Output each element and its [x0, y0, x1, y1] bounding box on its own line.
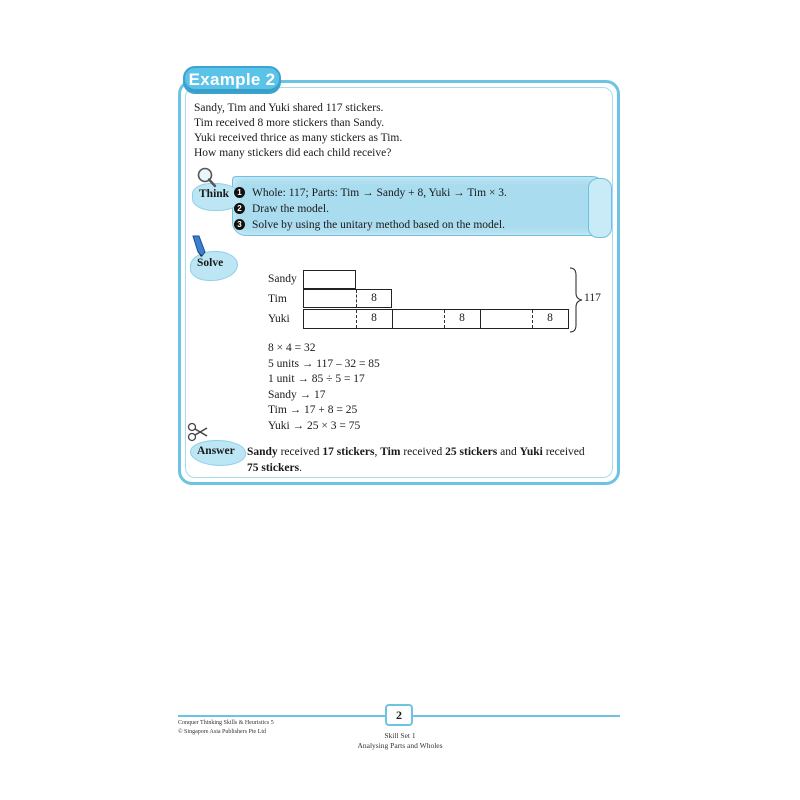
model-row-label: Tim: [268, 293, 287, 305]
yuki-bar: [303, 309, 569, 329]
solve-step: Yuki → 25 × 3 = 75: [268, 420, 361, 432]
question-line: Tim received 8 more stickers than Sandy.: [194, 117, 385, 129]
think-step: [237, 186, 507, 200]
yuki-extra-value: 8: [547, 312, 553, 324]
solve-step: Sandy → 17: [268, 389, 326, 401]
skill-title: Analysing Parts and Wholes: [357, 741, 443, 750]
page-number: 2: [385, 704, 413, 726]
copyright: © Singapore Asia Publishers Pte Ltd: [178, 729, 267, 735]
skill-set: Skill Set 1: [384, 731, 416, 740]
book-title: Conquer Thinking Skills & Heuristics 5: [178, 720, 274, 726]
pencil-icon: [189, 234, 211, 263]
question-line: Yuki received thrice as many stickers as Tim.: [194, 132, 403, 144]
model-row-label: Sandy: [268, 273, 297, 285]
question-line: Sandy, Tim and Yuki shared 117 stickers.: [194, 102, 384, 114]
scissors-icon: [186, 421, 210, 448]
solve-step: Tim → 17 + 8 = 25: [268, 404, 358, 416]
step-number: 1: [234, 187, 245, 198]
step-number: 2: [234, 203, 245, 214]
solve-step: 5 units → 117 – 32 = 85: [268, 358, 380, 370]
question-line: How many stickers did each child receive?: [194, 147, 392, 159]
solve-step: 8 × 4 = 32: [268, 342, 316, 354]
scroll-curl: [588, 178, 612, 238]
yuki-extra-value: 8: [371, 312, 377, 324]
think-step: [237, 202, 329, 216]
answer-label: Answer: [197, 445, 235, 457]
total-brace: [569, 267, 585, 338]
total-label: 117: [584, 292, 601, 304]
answer-text: Sandy received 17 stickers, Tim received 25 stickers and Yuki received 75 stickers.: [247, 446, 585, 474]
magnifier-icon: [195, 166, 217, 193]
step-number: 3: [234, 219, 245, 230]
step-text: Draw the model.: [252, 203, 329, 215]
yuki-extra-value: 8: [459, 312, 465, 324]
sandy-bar: [303, 270, 356, 289]
step-text: Whole: 117; Parts: Tim → Sandy + 8, Yuki → Tim × 3.: [252, 187, 507, 199]
think-label: Think: [199, 188, 230, 200]
example-badge: Example 2: [183, 66, 281, 94]
model-row-label: Yuki: [268, 313, 290, 325]
think-step: [237, 218, 505, 232]
solve-step: 1 unit → 85 ÷ 5 = 17: [268, 373, 365, 385]
tim-extra-value: 8: [371, 292, 377, 304]
solve-label: Solve: [197, 257, 224, 269]
step-text: Solve by using the unitary method based on the model.: [252, 219, 505, 231]
